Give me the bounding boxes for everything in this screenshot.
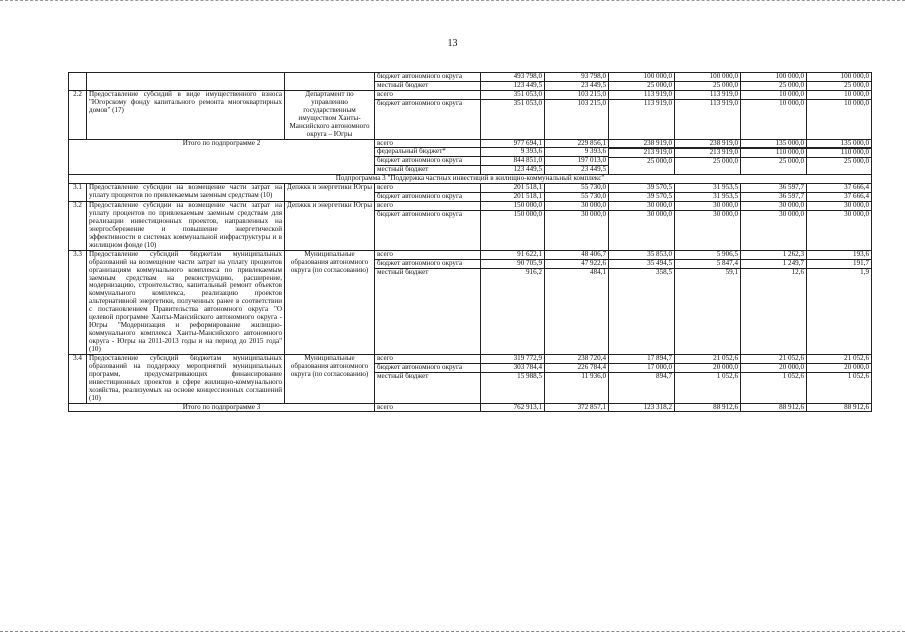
amount-value: 35 853,0	[609, 251, 675, 260]
amount-value: 23 449,5	[581, 165, 606, 174]
amount-value: 39 570,5	[609, 184, 675, 193]
responsible-executor: Депжкк и энергетики Югры	[285, 184, 375, 202]
amount-value: 20 000,0	[741, 364, 807, 373]
amount-value: 30 000,0	[779, 210, 804, 218]
amount-cell	[675, 184, 741, 202]
funding-source-cell	[375, 403, 481, 412]
amount-value: 30 000,0	[545, 202, 609, 211]
amount-cell	[481, 202, 545, 251]
amount-cell	[481, 90, 545, 139]
amount-cell	[675, 403, 741, 412]
table-row	[69, 250, 872, 354]
amount-value: 191,7	[807, 260, 872, 269]
amount-cell	[545, 202, 609, 251]
amount-cell	[609, 403, 675, 412]
amount-cell	[741, 90, 807, 139]
amount-value: 25 000,0	[713, 157, 738, 166]
amount-cell	[675, 73, 741, 91]
table-row	[69, 139, 872, 175]
funding-source: местный бюджет	[377, 165, 429, 174]
amount-value: 30 000,0	[609, 202, 675, 211]
amount-value: 123 449,5	[513, 80, 542, 89]
amount-value: 30 000,0	[807, 202, 872, 211]
row-number: 3.2	[69, 202, 87, 251]
amount-value: 10 000,0	[844, 98, 869, 107]
amount-value: 1 249,7	[741, 260, 807, 269]
table-row	[69, 175, 872, 184]
responsible-executor: Депжкк и энергетики Югры	[285, 202, 375, 251]
activity-name: Предоставление субсидий бюджетам муниципальных образований на возмещение части затрат на уплату процентов организациям коммунального комплекса по привлекаемым заемным средствам на реконструкцию, расширение, модернизацию, строительство, капитальный ремонт объектов коммунального комплекса, реализацию проектов альтернативной энергетики, полученных ранее в соответствии с постановлением Правительства автономного округа "О целевой программе Ханты-Мансийского автономного округа - Югры "Модернизация и реформирование жилищно-коммунального комплекса Ханты-Мансийского автономного округа - Югры на 2011-2013 годы и на период до 2015 года" (10)	[87, 250, 285, 354]
activity-name: Предоставление субсидии на возмещение части затрат на уплату процентов по привлекаемым заемным средствам (10)	[87, 184, 285, 202]
amount-value: 36 597,7	[741, 184, 807, 193]
amount-value: 90 705,9	[481, 260, 545, 269]
amount-cell	[807, 403, 872, 412]
bottom-scan-edge	[0, 631, 905, 634]
amount-value: 88 912,6	[779, 403, 804, 411]
top-scan-edge	[0, 0, 905, 3]
activity-name-cell	[87, 73, 285, 91]
amount-value: 35 494,5	[609, 260, 675, 269]
amount-cell	[741, 403, 807, 412]
amount-value: 36 597,7	[779, 192, 804, 201]
amount-value: 5 906,5	[675, 251, 741, 260]
activity-name: Предоставление субсидий бюджетам муниципальных образований на поддержку мероприятий муниципальных программ, предусматривающих финансирование инвестиционных проектов в сфере жилищно-коммунального хозяйства, реализуемых на основе концессионных соглашений (10)	[87, 354, 285, 403]
funding-source: федеральный бюджет*	[375, 148, 480, 157]
amount-value: 762 913,1	[513, 403, 542, 411]
amount-value: 9 393,6	[481, 148, 545, 157]
amount-value: 10 000,0	[779, 98, 804, 107]
amount-value: 110 000,0	[741, 149, 807, 158]
amount-value: 238 720,4	[545, 355, 609, 364]
amount-value: 15 988,5	[517, 371, 542, 380]
amount-value: 9 393,6	[545, 148, 609, 157]
amount-value: 201 518,1	[481, 184, 545, 193]
amount-value: 30 000,0	[741, 202, 807, 211]
responsible-executor: Муниципальные образования автономного округа (по согласованию)	[285, 354, 375, 403]
table-row	[69, 90, 872, 139]
amount-value: 113 919,0	[643, 98, 672, 107]
funding-source: бюджет автономного округа	[377, 210, 463, 218]
amount-cell	[807, 90, 872, 139]
responsible-executor: Департамент по управлению государственным имуществом Ханты-Мансийского автономного округа – Югры	[285, 90, 375, 139]
amount-value: 229 856,1	[545, 140, 609, 149]
amount-value: 319 772,9	[481, 355, 545, 364]
amount-cell	[675, 90, 741, 139]
table-row	[69, 202, 872, 251]
responsible-executor: Муниципальные образования автономного округа (по согласованию)	[285, 250, 375, 354]
amount-value: 55 730,0	[581, 192, 606, 201]
amount-cell	[807, 73, 872, 91]
amount-cell	[609, 139, 675, 175]
amount-value: 358,5	[656, 267, 672, 276]
funding-source-cell	[375, 90, 481, 139]
amount-value: 493 798,0	[481, 73, 545, 82]
amount-cell	[481, 73, 545, 91]
funding-source: всего	[375, 140, 480, 149]
activity-name: Предоставление субсидий в виде имущественного взноса "Югорскому фонду капитального ремонта многоквартирных домов" (17)	[87, 90, 285, 139]
amount-cell	[609, 250, 675, 354]
amount-value: 21 052,6	[741, 355, 807, 364]
funding-source-cell	[375, 73, 481, 91]
row-number: 3.1	[69, 184, 87, 202]
amount-value: 303 784,4	[481, 364, 545, 373]
subprogram-total-label: Итого по подпрограмме 2	[69, 139, 375, 175]
amount-cell	[675, 250, 741, 354]
amount-value: 977 694,1	[481, 140, 545, 149]
executor-cell	[285, 73, 375, 91]
amount-value: 213 919,0	[609, 149, 675, 158]
amount-cell	[545, 403, 609, 412]
amount-value: 1 052,6	[847, 371, 869, 380]
amount-value: 55 730,0	[545, 184, 609, 193]
amount-value: 25 000,0	[713, 80, 738, 89]
subprogram-total-label: Итого по подпрограмме 3	[69, 403, 375, 412]
budget-table	[68, 72, 872, 412]
amount-cell	[807, 250, 872, 354]
table-row	[69, 354, 872, 403]
amount-cell	[609, 202, 675, 251]
amount-value: 88 912,6	[713, 403, 738, 411]
amount-value: 135 000,0	[741, 140, 807, 149]
amount-value: 11 936,0	[581, 371, 606, 380]
table-row	[69, 403, 872, 412]
funding-source-cell	[375, 184, 481, 202]
funding-source: всего	[375, 251, 480, 260]
amount-value: 10 000,0	[807, 91, 872, 100]
amount-cell	[545, 139, 609, 175]
amount-value: 894,7	[656, 371, 672, 380]
funding-source: местный бюджет	[377, 371, 429, 380]
amount-value: 91 622,1	[481, 251, 545, 260]
amount-value: 201 518,1	[513, 192, 542, 201]
amount-cell	[481, 139, 545, 175]
amount-value: 197 013,0	[545, 157, 609, 166]
amount-cell	[741, 250, 807, 354]
funding-source: всего	[375, 355, 480, 364]
amount-cell	[481, 403, 545, 412]
funding-source-cell	[375, 202, 481, 251]
amount-cell	[481, 354, 545, 403]
amount-value: 238 919,0	[675, 140, 741, 149]
amount-value: 39 570,5	[647, 192, 672, 201]
funding-source: бюджет автономного округа	[375, 73, 480, 82]
amount-value: 844 851,0	[481, 157, 545, 166]
amount-value: 23 449,5	[581, 80, 606, 89]
amount-value: 213 919,0	[675, 149, 741, 158]
amount-value: 20 000,0	[675, 364, 741, 373]
amount-value: 30 000,0	[713, 210, 738, 218]
amount-value: 25 000,0	[844, 157, 869, 166]
amount-value: 103 215,0	[577, 98, 606, 107]
amount-cell	[741, 139, 807, 175]
amount-value: 1 052,6	[782, 371, 804, 380]
funding-source: бюджет автономного округа	[377, 98, 463, 107]
amount-value: 47 922,6	[545, 260, 609, 269]
funding-source: бюджет автономного округа	[375, 260, 480, 269]
amount-value: 1 052,6	[716, 371, 738, 380]
amount-value: 135 000,0	[807, 140, 872, 149]
amount-value: 1 262,3	[741, 251, 807, 260]
amount-value: 88 912,6	[844, 403, 869, 411]
amount-value: 37 666,4	[807, 184, 872, 193]
amount-value: 10 000,0	[741, 91, 807, 100]
amount-value: 31 953,5	[675, 184, 741, 193]
amount-value: 37 666,4	[844, 192, 869, 201]
amount-value: 150 000,0	[481, 202, 545, 211]
amount-value: 100 000,0	[807, 73, 872, 82]
amount-cell	[741, 184, 807, 202]
amount-value: 226 784,4	[545, 364, 609, 373]
row-number-cell	[69, 73, 87, 91]
amount-value: 113 919,0	[675, 91, 741, 100]
amount-value: 484,1	[590, 267, 606, 276]
amount-value: 21 052,6	[807, 355, 872, 364]
amount-value: 372 857,1	[577, 403, 606, 411]
funding-source: всего	[375, 202, 480, 211]
amount-cell	[741, 354, 807, 403]
amount-value: 30 000,0	[647, 210, 672, 218]
amount-value: 59,1	[725, 267, 738, 276]
amount-value: 25 000,0	[844, 80, 869, 89]
amount-value: 351 053,0	[481, 91, 545, 100]
amount-value: 12,6	[791, 267, 804, 276]
amount-cell	[807, 139, 872, 175]
row-number: 2.2	[69, 90, 87, 139]
amount-value: 25 000,0	[647, 80, 672, 89]
amount-cell	[609, 354, 675, 403]
amount-cell	[545, 90, 609, 139]
amount-value: 5 847,4	[675, 260, 741, 269]
page-number: 13	[447, 38, 458, 49]
row-number: 3.4	[69, 354, 87, 403]
amount-value: 916,2	[526, 267, 542, 276]
amount-value: 17 000,0	[609, 364, 675, 373]
amount-value: 1,9	[860, 267, 869, 276]
amount-cell	[545, 73, 609, 91]
funding-source-cell	[375, 250, 481, 354]
amount-value: 93 798,0	[545, 73, 609, 82]
amount-value: 110 000,0	[807, 149, 872, 158]
funding-source: местный бюджет	[377, 267, 429, 276]
amount-value: 113 919,0	[609, 91, 675, 100]
amount-cell	[807, 184, 872, 202]
amount-value: 30 000,0	[844, 210, 869, 218]
row-number: 3.3	[69, 250, 87, 354]
table-row	[69, 73, 872, 91]
amount-cell	[741, 73, 807, 91]
amount-value: 30 000,0	[581, 210, 606, 218]
subprogram-heading: Подпрограмма 3 "Поддержка частных инвестиций в жилищно-коммунальный комплекс"	[69, 175, 872, 184]
amount-value: 123 318,2	[643, 403, 672, 411]
amount-cell	[609, 73, 675, 91]
amount-value: 31 953,5	[713, 192, 738, 201]
amount-value: 25 000,0	[647, 157, 672, 166]
amount-value: 20 000,0	[807, 364, 872, 373]
funding-source: бюджет автономного округа	[375, 364, 480, 373]
amount-cell	[609, 90, 675, 139]
funding-source: бюджет автономного округа	[375, 157, 480, 166]
funding-source-cell	[375, 354, 481, 403]
activity-name: Предоставление субсидии на возмещение части затрат на уплату процентов по привлекаемым заемным средствам для реализации инвестиционных проектов, направленных на энергосбережение и повышение энергетической эффективности в системах коммунальной инфраструктуры и в жилищном фонде (10)	[87, 202, 285, 251]
amount-value: 48 406,7	[545, 251, 609, 260]
amount-value: 17 894,7	[609, 355, 675, 364]
amount-value: 113 919,0	[709, 98, 738, 107]
amount-value: 238 919,0	[609, 140, 675, 149]
amount-cell	[545, 250, 609, 354]
amount-value: 25 000,0	[779, 80, 804, 89]
table-row	[69, 184, 872, 202]
funding-source-cell	[375, 139, 481, 175]
funding-source: местный бюджет	[377, 80, 429, 89]
amount-cell	[545, 184, 609, 202]
amount-value: 30 000,0	[675, 202, 741, 211]
amount-cell	[807, 354, 872, 403]
amount-value: 103 215,0	[545, 91, 609, 100]
funding-source: всего	[375, 91, 480, 100]
amount-value: 100 000,0	[609, 73, 675, 82]
amount-cell	[675, 202, 741, 251]
amount-value: 351 053,0	[513, 98, 542, 107]
amount-cell	[481, 250, 545, 354]
amount-value: 123 449,5	[513, 165, 542, 174]
amount-cell	[741, 202, 807, 251]
amount-cell	[807, 202, 872, 251]
amount-cell	[675, 354, 741, 403]
amount-cell	[545, 354, 609, 403]
amount-cell	[609, 184, 675, 202]
amount-cell	[675, 139, 741, 175]
funding-source: всего	[377, 403, 393, 411]
funding-source: всего	[375, 184, 480, 193]
amount-value: 100 000,0	[675, 73, 741, 82]
amount-value: 150 000,0	[513, 210, 542, 218]
amount-value: 21 052,6	[675, 355, 741, 364]
amount-cell	[481, 184, 545, 202]
funding-source: бюджет автономного округа	[377, 192, 463, 201]
amount-value: 25 000,0	[779, 157, 804, 166]
amount-value: 100 000,0	[741, 73, 807, 82]
amount-value: 193,6	[807, 251, 872, 260]
